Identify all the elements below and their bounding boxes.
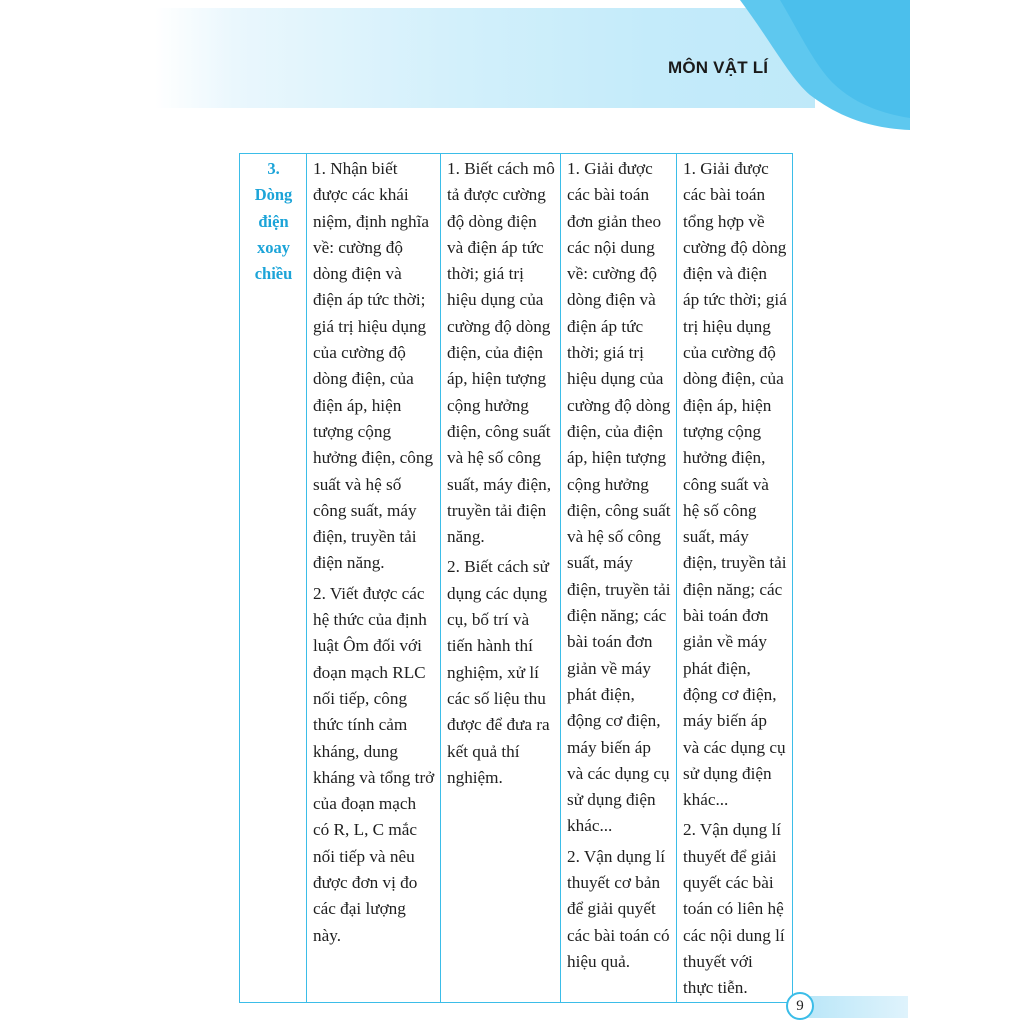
cell-paragraph: 2. Vận dụng lí thuyết để giải quyết các bài toán có liên hệ các nội dung lí thuyết với thực tiễn. [683, 820, 785, 998]
cell-paragraph: 1. Biết cách mô tả được cường độ dòng điện và điện áp tức thời; giá trị hiệu dụng của cường độ dòng điện, của điện áp, hiện tượng cộng hưởng điện, công suất và hệ số công suất, máy điện, truyền tải điện năng. [447, 159, 555, 547]
understanding-cell [441, 154, 561, 1003]
cell-paragraph: 1. Giải được các bài toán tổng hợp về cường độ dòng điện và điện áp tức thời; giá trị hiệu dụng của cường độ dòng điện, của điện áp, hiện tượng cộng hưởng điện, công suất và hệ số công suất, máy điện, truyền tải điện năng; các bài toán đơn giản về máy phát điện, động cơ điện, máy biến áp và các dụng cụ sử dụng điện khác... [683, 159, 787, 810]
topic-name: Dòng điện xoay chiều [254, 185, 293, 284]
topic-number: 3. [267, 159, 280, 178]
cell-paragraph: 2. Vận dụng lí thuyết cơ bản để giải quyết các bài toán có hiệu quả. [567, 846, 670, 971]
cell-paragraph: 2. Biết cách sử dụng các dụng cụ, bố trí và tiến hành thí nghiệm, xử lí các số liệu thu được để đưa ra kết quả thí nghiệm. [447, 557, 550, 787]
cell-paragraph: 2. Viết được các hệ thức của định luật Ôm đối với đoạn mạch RLC nối tiếp, công thức tính cảm kháng, dung kháng và tổng trở của đoạn mạch có R, L, C mắc nối tiếp và nêu được đơn vị đo các đại lượng này. [313, 583, 435, 945]
subject-title: MÔN VẬT LÍ [668, 58, 769, 77]
advanced-application-cell [677, 154, 793, 1003]
competency-table [239, 153, 793, 1003]
topic-cell [240, 154, 307, 1003]
table-row [240, 154, 793, 1003]
page-number-band [800, 996, 908, 1018]
application-cell [561, 154, 677, 1003]
page-number: 9 [786, 992, 814, 1020]
cell-paragraph: 1. Giải được các bài toán đơn giản theo các nội dung về: cường độ dòng điện và điện áp tức thời; giá trị hiệu dụng của cường độ dòng điện, của điện áp, hiện tượng cộng hưởng điện, công suất và hệ số công suất, máy điện, truyền tải điện năng; các bài toán đơn giản về máy phát điện, động cơ điện, máy biến áp và các dụng cụ sử dụng điện khác... [567, 159, 671, 836]
cell-paragraph: 1. Nhận biết được các khái niệm, định nghĩa về: cường độ dòng điện và điện áp tức thời; giá trị hiệu dụng của cường độ dòng điện, của điện áp, hiện tượng cộng hưởng điện, công suất và hệ số công suất, máy điện, truyền tải điện năng. [313, 159, 434, 573]
recognition-cell [307, 154, 441, 1003]
